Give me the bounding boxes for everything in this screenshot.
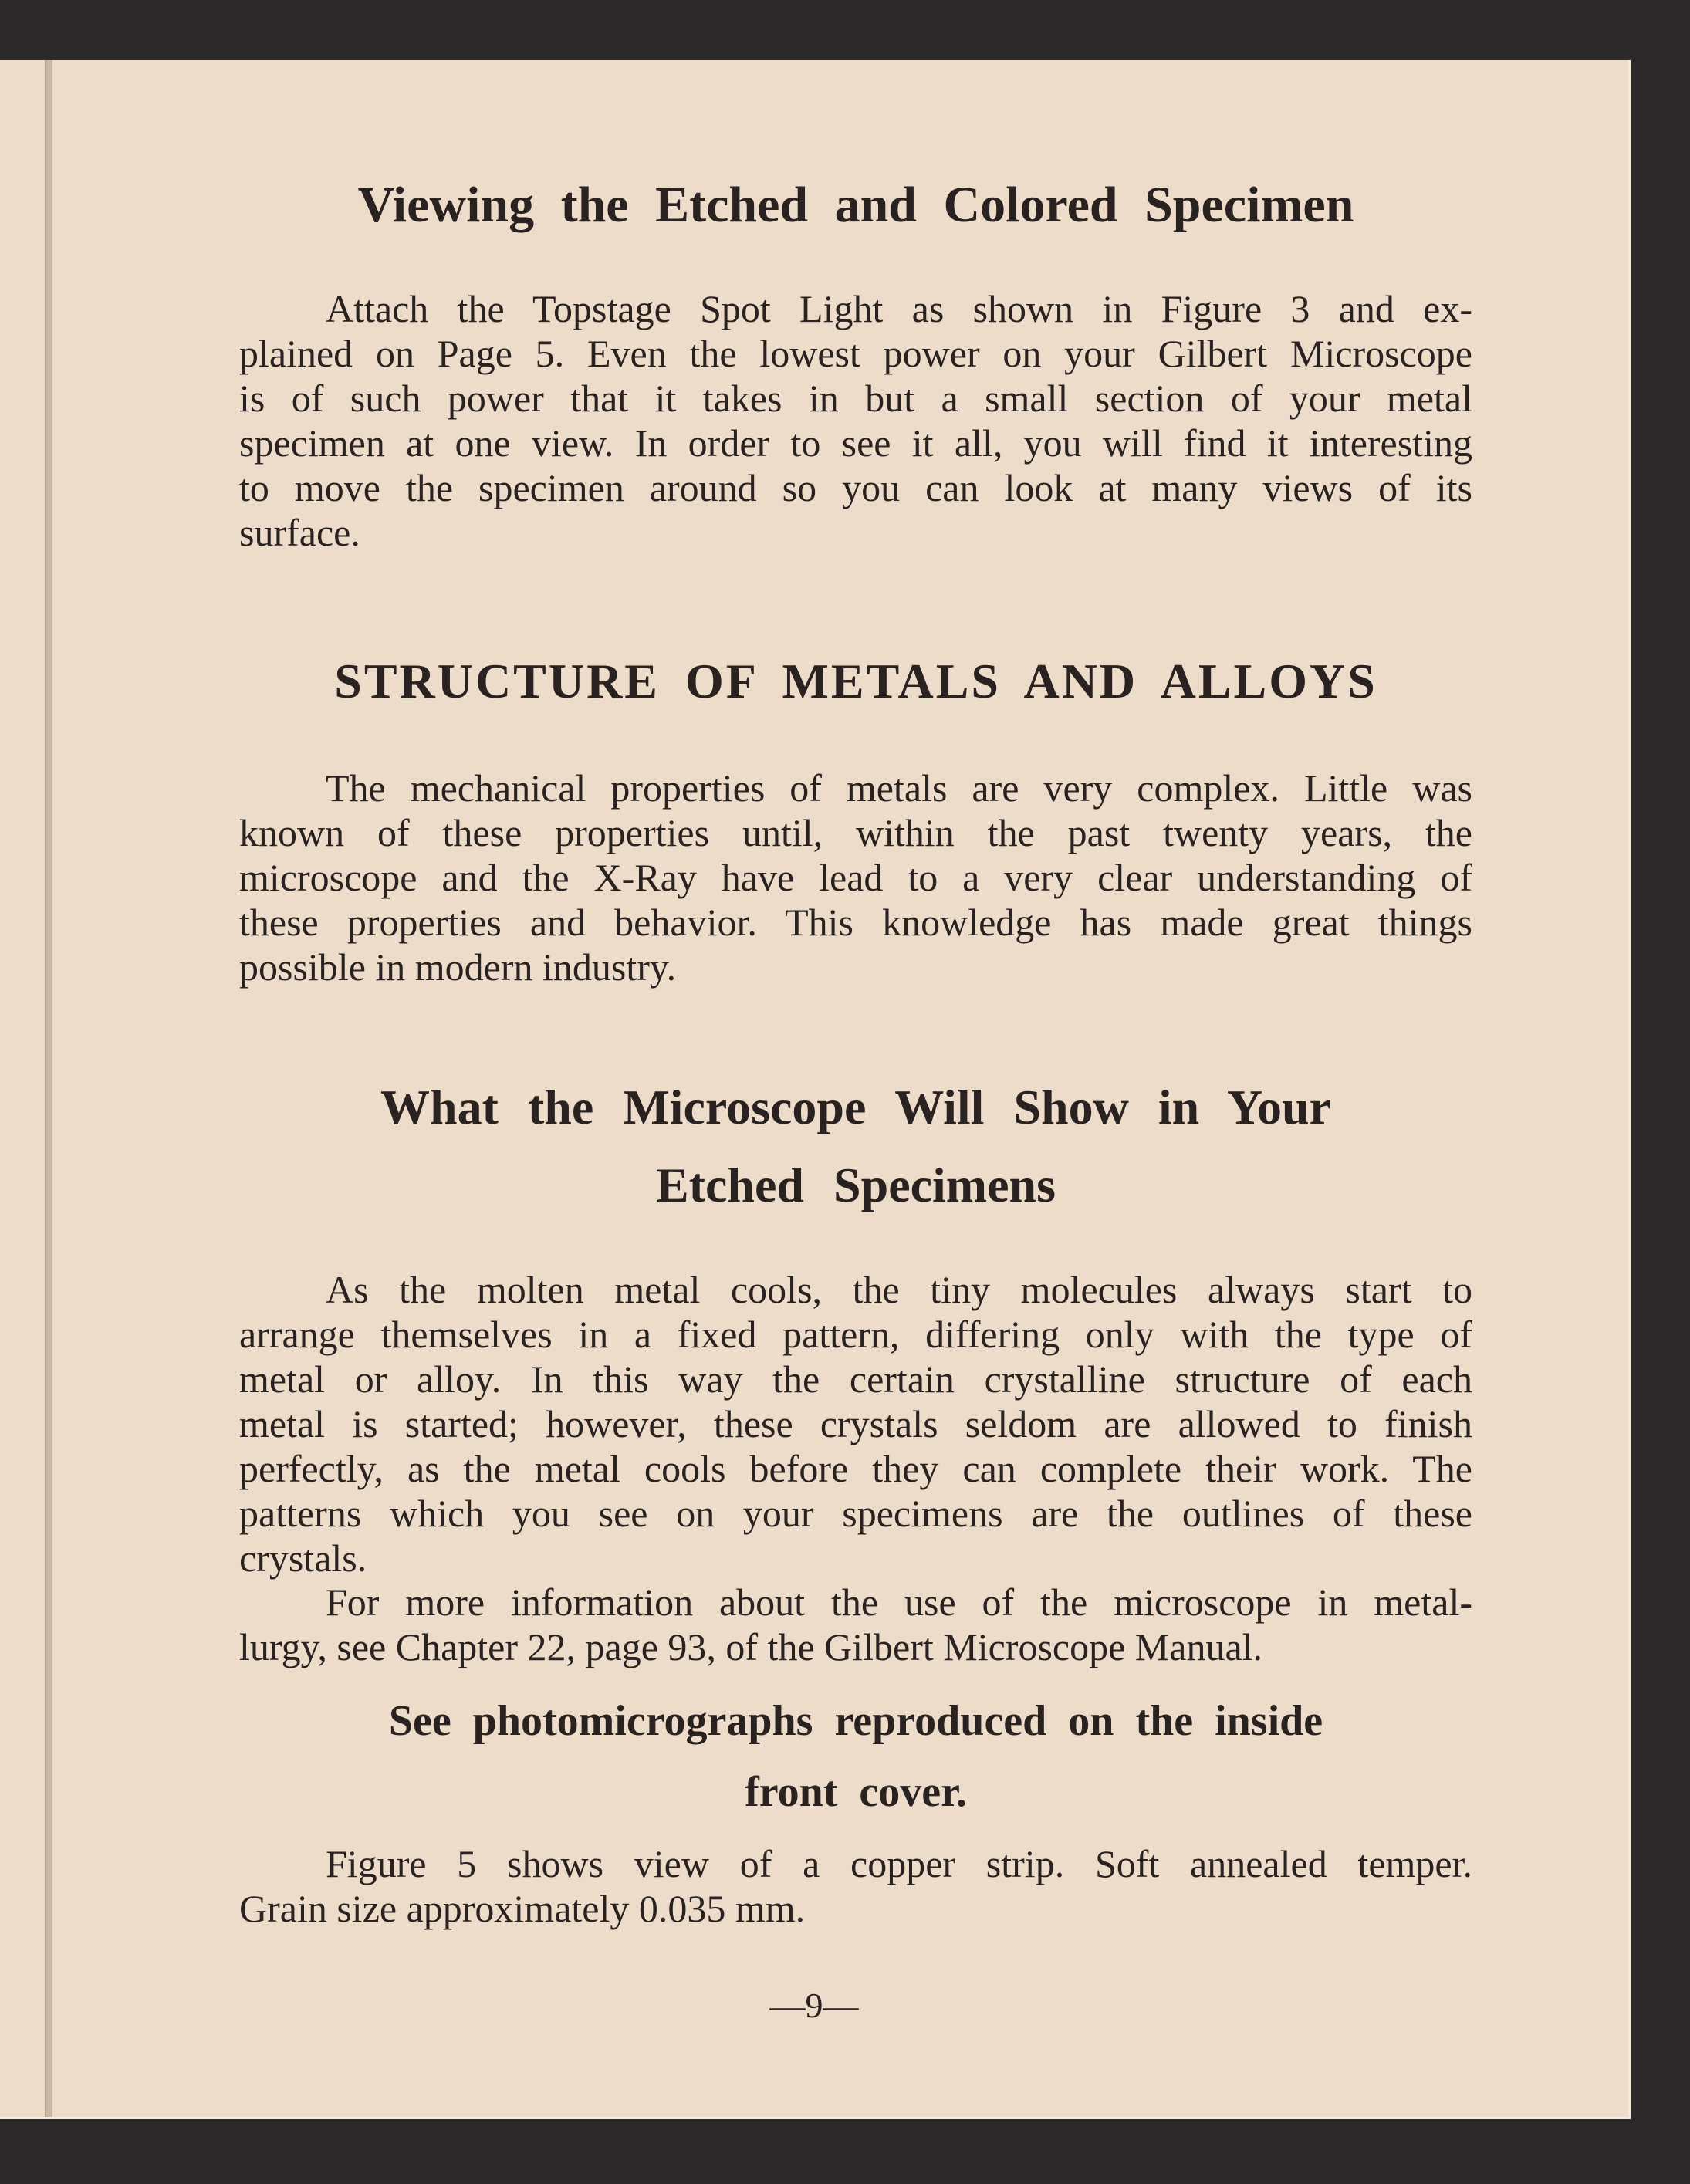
paragraph-line: perfectly, as the metal cools before they can complete their work. The (239, 1447, 1472, 1490)
paragraph-line: surface. (239, 511, 360, 554)
paragraph-line: plained on Page 5. Even the lowest power on your Gilbert Microscope (239, 332, 1472, 375)
bold-note-line-2: front cover. (745, 1768, 967, 1816)
paragraph-line: Figure 5 shows view of a copper strip. Soft annealed temper. (326, 1842, 1472, 1885)
paragraph-line: microscope and the X-Ray have lead to a very clear understanding of (239, 856, 1472, 899)
paragraph-line: Grain size approximately 0.035 mm. (239, 1887, 806, 1930)
paragraph-line: lurgy, see Chapter 22, page 93, of the Gilbert Microscope Manual. (239, 1625, 1263, 1668)
paragraph-line: specimen at one view. In order to see it all, you will find it interesting (239, 421, 1472, 465)
paragraph-2 (239, 766, 1472, 989)
paragraph-line: crystals. (239, 1537, 367, 1580)
paragraph-3 (239, 1267, 1472, 1581)
paragraph-line: As the molten metal cools, the tiny molecules always start to (326, 1268, 1472, 1311)
paragraph-line: to move the specimen around so you can look at many views of its (239, 466, 1472, 509)
paragraph-line: known of these properties until, within the past twenty years, the (239, 811, 1472, 854)
paragraph-line: For more information about the use of the microscope in metal- (326, 1581, 1472, 1624)
paragraph-line: The mechanical properties of metals are very complex. Little was (326, 766, 1472, 810)
paragraph-line: is of such power that it takes in but a small section of your metal (239, 377, 1472, 420)
heading-microscope-will-show-line-1: What the Microscope Will Show in Your (380, 1080, 1331, 1134)
heading-viewing-specimen: Viewing the Etched and Colored Specimen (357, 177, 1354, 233)
heading-structure-of-metals: STRUCTURE OF METALS AND ALLOYS (334, 654, 1377, 708)
paragraph-line: possible in modern industry. (239, 945, 677, 989)
paragraph-line: metal is started; however, these crystals seldom are allowed to finish (239, 1402, 1472, 1445)
paragraph-line: metal or alloy. In this way the certain crystalline structure of each (239, 1357, 1472, 1401)
paragraph-4 (239, 1580, 1472, 1669)
heading-microscope-will-show-line-2: Etched Specimens (656, 1158, 1056, 1212)
bold-note-line-1: See photomicrographs reproduced on the inside (388, 1697, 1323, 1745)
page-number: —9— (769, 1986, 859, 2025)
paragraph-line: Attach the Topstage Spot Light as shown in Figure 3 and ex- (326, 287, 1472, 330)
paragraph-line: these properties and behavior. This knowledge has made great things (239, 901, 1472, 944)
paragraph-line: arrange themselves in a fixed pattern, differing only with the type of (239, 1313, 1472, 1356)
paragraph-line: patterns which you see on your specimens are the outlines of these (239, 1492, 1472, 1535)
book-spine (45, 60, 52, 2117)
paragraph-1 (239, 286, 1472, 555)
paragraph-5 (239, 1841, 1472, 1931)
